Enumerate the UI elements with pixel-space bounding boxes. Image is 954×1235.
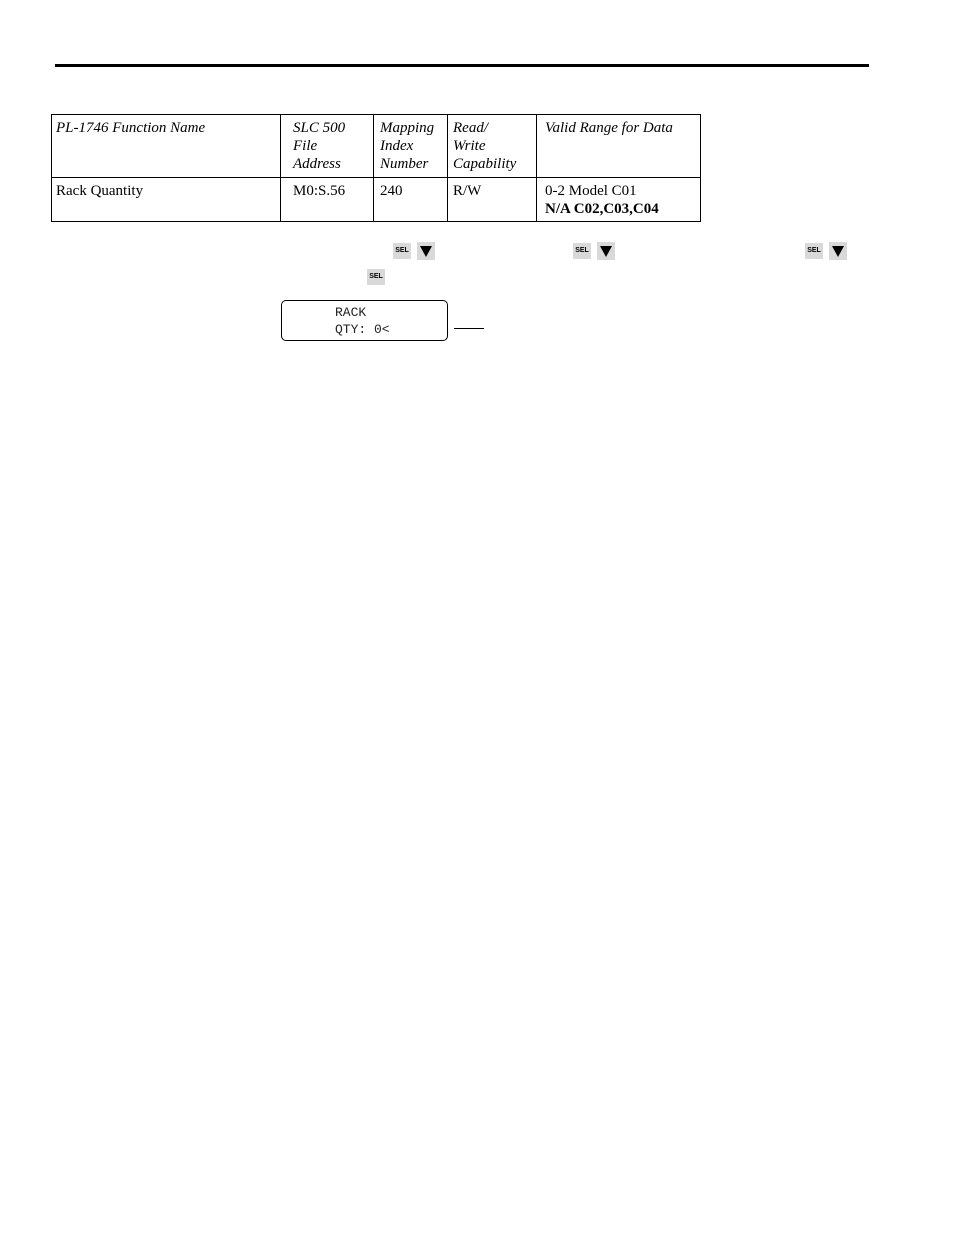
header-function-name: PL-1746 Function Name	[52, 115, 281, 178]
sel-key-icon: SEL	[805, 243, 823, 259]
table-header-row	[52, 115, 701, 178]
table-row	[52, 178, 701, 222]
cell-function-name: Rack Quantity	[52, 178, 281, 222]
lcd-callout-line	[454, 328, 484, 329]
sel-key-icon: SEL	[393, 243, 411, 259]
range-line-1: 0-2 Model C01	[545, 183, 637, 199]
lcd-display	[281, 300, 448, 341]
header-valid-range: Valid Range for Data	[537, 115, 701, 178]
parameter-table	[51, 114, 701, 222]
header-file-address: SLC 500 File Address	[281, 115, 374, 178]
sel-key-icon: SEL	[573, 243, 591, 259]
sel-key-icon: SEL	[367, 269, 385, 285]
cell-valid-range	[537, 178, 701, 222]
key-sequence-1	[393, 242, 435, 260]
header-mapping-index: Mapping Index Number	[374, 115, 448, 178]
key-sequence-4	[367, 269, 385, 285]
key-sequence-3	[805, 242, 847, 260]
top-rule	[55, 64, 869, 67]
range-line-2: N/A C02,C03,C04	[545, 201, 659, 217]
lcd-line-2: QTY: 0<	[335, 322, 390, 337]
down-arrow-icon	[417, 242, 435, 260]
down-arrow-icon	[829, 242, 847, 260]
key-sequence-2	[573, 242, 615, 260]
cell-read-write: R/W	[448, 178, 537, 222]
down-arrow-icon	[597, 242, 615, 260]
cell-mapping-index: 240	[374, 178, 448, 222]
cell-file-address: M0:S.56	[281, 178, 374, 222]
header-read-write: Read/ Write Capability	[448, 115, 537, 178]
lcd-line-1: RACK	[335, 305, 367, 320]
